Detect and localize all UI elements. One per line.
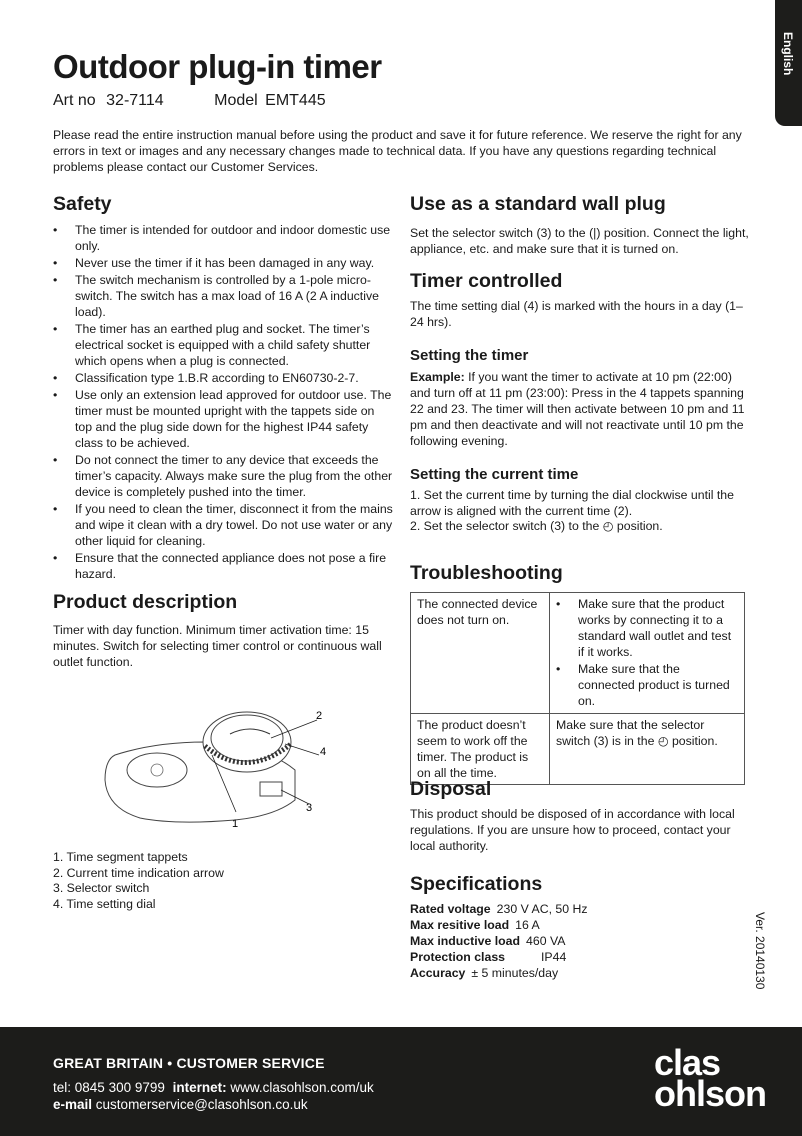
- step-item: 1. Set the current time by turning the dial clockwise until the arrow is aligned with the current time (2).: [410, 488, 734, 518]
- safety-item: • The timer has an earthed plug and socket. The timer’s electrical socket is equipped with a child safety shutter which opens when a plug is connected.: [53, 321, 393, 369]
- problem-cell: The connected device does not turn on.: [411, 593, 550, 714]
- timer-heading: Timer controlled: [410, 270, 563, 292]
- solution-cell: Make sure that the selector switch (3) is in the ◴ position.: [550, 714, 745, 785]
- model-number: EMT445: [265, 92, 326, 109]
- timer-text: The time setting dial (4) is marked with the hours in a day (1–24 hrs).: [410, 299, 743, 329]
- wallplug-heading: Use as a standard wall plug: [410, 193, 666, 215]
- logo-line-1: clas: [654, 1042, 721, 1083]
- troubleshooting-table: [410, 592, 745, 785]
- current-time-steps: [410, 488, 750, 535]
- logo-line-2: ohlson: [654, 1073, 766, 1114]
- troubleshooting-heading-wrap: [410, 562, 563, 585]
- safety-heading: Safety: [53, 193, 112, 215]
- language-tab: [775, 0, 802, 126]
- safety-item: • The timer is intended for outdoor and indoor domestic use only.: [53, 222, 393, 254]
- wallplug-section: [410, 193, 750, 257]
- spec-value: IP44: [541, 950, 567, 964]
- safety-item: • The switch mechanism is controlled by a 1-pole micro-switch. The switch has a max load of 16 A (2 A inductive load).: [53, 272, 393, 320]
- spec-row: [410, 949, 750, 965]
- safety-item: • Classification type 1.B.R according to EN60730-2-7.: [53, 370, 393, 386]
- art-label: Art no: [53, 92, 96, 109]
- internet-link[interactable]: www.clasohlson.com/uk: [230, 1080, 374, 1095]
- example-text: If you want the timer to activate at 10 pm (22:00) and turn off at 11 pm (23:00): Press in the 4 tappets spanning 22 and 23. The timer will then activate between 10 pm and 11 pm and then deactivate and will not reactivate until 10 pm the following evening.: [410, 370, 745, 448]
- spec-value: 16 A: [515, 918, 540, 932]
- legend-item: 3. Selector switch: [53, 881, 150, 895]
- email-link[interactable]: customerservice@clasohlson.co.uk: [95, 1097, 308, 1112]
- solution-item: • Make sure that the product works by connecting it to a standard wall outlet and test if it works.: [556, 596, 738, 660]
- problem-cell: The product doesn’t seem to work off the timer. The product is on all the time.: [411, 714, 550, 785]
- art-number: 32-7114: [106, 92, 164, 109]
- callout-4: 4: [320, 746, 327, 758]
- product-illustration: [95, 700, 335, 835]
- product-text: Timer with day function. Minimum timer activation time: 15 minutes. Switch for selecting timer control or continuous wall outlet function.: [53, 623, 382, 669]
- legend-item: 2. Current time indication arrow: [53, 865, 224, 880]
- brand-logo: [654, 1042, 779, 1114]
- email-label: e-mail: [53, 1097, 93, 1112]
- intro-text: Please read the entire instruction manual before using the product and save it for future reference. We reserve the right for any errors in text or images and any necessary changes made to technical data. If you have any questions regarding technical problems please contact our Customer Services.: [53, 128, 742, 174]
- legend-item: 1. Time segment tappets: [53, 850, 188, 864]
- spec-row: [410, 901, 750, 917]
- table-row: [411, 593, 745, 714]
- spec-row: [410, 965, 750, 981]
- legend-item: 4. Time setting dial: [53, 896, 156, 911]
- spec-label: Protection class: [410, 950, 505, 964]
- solution-item: • Make sure that the connected product is turned on.: [556, 661, 738, 709]
- specs-list: [410, 901, 750, 981]
- step-item: 2. Set the selector switch (3) to the ◴ position.: [410, 519, 663, 533]
- callout-2: 2: [316, 710, 323, 722]
- disposal-section: [410, 778, 750, 854]
- setting-timer-heading: Setting the timer: [410, 347, 529, 364]
- product-section: [53, 591, 393, 670]
- product-heading: Product description: [53, 591, 238, 613]
- current-time-heading: Setting the current time: [410, 466, 579, 483]
- article-info: [53, 92, 332, 110]
- specs-heading: Specifications: [410, 873, 543, 895]
- contact-line-2: [53, 1097, 308, 1112]
- spec-label: Max inductive load: [410, 934, 521, 948]
- safety-item: • Never use the timer if it has been damaged in any way.: [53, 255, 393, 271]
- disposal-text: This product should be disposed of in accordance with local regulations. If you are unsure how to proceed, contact your local authority.: [410, 807, 735, 853]
- troubleshooting-heading: Troubleshooting: [410, 562, 563, 584]
- product-legend: [53, 850, 383, 912]
- safety-item: • Ensure that the connected appliance does not pose a fire hazard.: [53, 550, 393, 582]
- spec-value: 230 V AC, 50 Hz: [496, 902, 588, 916]
- setting-timer-text: [410, 369, 750, 449]
- disposal-heading: Disposal: [410, 778, 492, 800]
- spec-label: Max resitive load: [410, 918, 510, 932]
- spec-value: ± 5 minutes/day: [471, 966, 559, 980]
- spec-label: Rated voltage: [410, 902, 491, 916]
- tel-label: tel:: [53, 1080, 72, 1095]
- spec-value: 460 VA: [526, 934, 566, 948]
- safety-item: • Use only an extension lead approved for outdoor use. The timer must be mounted upright with the tappets side on top and the plug side down for the highest IP44 safety class to be achieved.: [53, 387, 393, 451]
- page-title: Outdoor plug-in timer: [53, 48, 382, 85]
- wallplug-text: Set the selector switch (3) to the (|) position. Connect the light, appliance, etc. and make sure that it is turned on.: [410, 226, 749, 256]
- spec-row: [410, 917, 750, 933]
- safety-item: • If you need to clean the timer, disconnect it from the mains and wipe it clean with a dry towel. Do not use water or any other liquid for cleaning.: [53, 501, 393, 549]
- version-label: Ver. 20140130: [753, 912, 767, 990]
- callout-1: 1: [232, 818, 239, 830]
- spec-label: Accuracy: [410, 966, 466, 980]
- contact-line-1: [53, 1080, 374, 1095]
- table-row: [411, 714, 745, 785]
- safety-item: • Do not connect the timer to any device that exceeds the timer’s capacity. Always make sure the plug from the other device is completely pushed into the timer.: [53, 452, 393, 500]
- safety-list: [53, 222, 393, 582]
- tel-number[interactable]: 0845 300 9799: [74, 1080, 165, 1095]
- footer: [0, 1027, 802, 1136]
- example-label: Example:: [410, 370, 465, 384]
- internet-label: internet:: [172, 1080, 227, 1095]
- spec-row: [410, 933, 750, 949]
- language-tab-label: English: [781, 32, 795, 76]
- specs-section: [410, 873, 750, 981]
- callout-3: 3: [306, 802, 313, 814]
- safety-section: [53, 193, 393, 583]
- timer-section: [410, 270, 750, 535]
- solution-list: [556, 596, 738, 709]
- model-label: Model: [214, 92, 258, 109]
- service-title: GREAT BRITAIN • CUSTOMER SERVICE: [53, 1055, 325, 1071]
- solution-cell: [550, 593, 745, 714]
